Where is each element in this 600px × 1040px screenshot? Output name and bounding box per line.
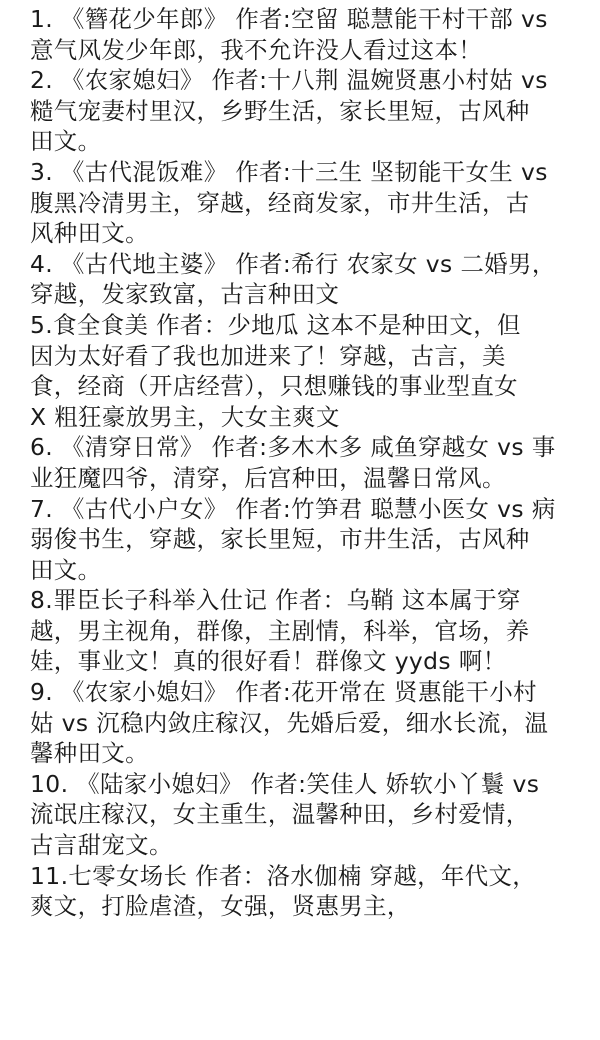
entry-line: X 粗狂豪放男主，大女主爽文 bbox=[30, 402, 340, 431]
book-entry-11 bbox=[30, 861, 586, 922]
entry-line: 5.食全食美 作者：少地瓜 这本不是种田文，但 bbox=[30, 310, 521, 339]
entry-line: 4. 《古代地主婆》 作者:希行 农家女 vs 二婚男， bbox=[30, 249, 556, 278]
entry-line: 意气风发少年郎，我不允许没人看过这本！ bbox=[30, 35, 483, 64]
book-entry-8 bbox=[30, 585, 586, 677]
entry-line: 7. 《古代小户女》 作者:竹笋君 聪慧小医女 vs 病 bbox=[30, 494, 556, 523]
book-entry-5 bbox=[30, 310, 586, 432]
entry-line: 9. 《农家小媳妇》 作者:花开常在 贤惠能干小村 bbox=[30, 678, 537, 707]
entry-line: 腹黑冷清男主，穿越，经商发家，市井生活，古 bbox=[30, 188, 530, 217]
entry-line: 1. 《簪花少年郎》 作者:空留 聪慧能干村干部 vs bbox=[30, 5, 548, 33]
entry-line: 3. 《古代混饭难》 作者:十三生 坚韧能干女生 vs bbox=[30, 157, 548, 186]
entry-line: 11.七零女场长 作者：洛水伽楠 穿越，年代文， bbox=[30, 861, 537, 890]
entry-line: 穿越，发家致富，古言种田文 bbox=[30, 280, 340, 309]
entry-line: 流氓庄稼汉，女主重生，温馨种田，乡村爱情， bbox=[30, 800, 530, 829]
entry-line: 食，经商（开店经营），只想赚钱的事业型直女 bbox=[30, 372, 518, 401]
entry-line: 馨种田文。 bbox=[30, 739, 149, 768]
entry-line: 8.罪臣长子科举入仕记 作者：乌鞘 这本属于穿 bbox=[30, 586, 521, 615]
book-entry-4 bbox=[30, 249, 586, 310]
entry-line: 古言甜宠文。 bbox=[30, 831, 173, 860]
book-entry-3 bbox=[30, 157, 586, 249]
entry-line: 田文。 bbox=[30, 555, 102, 584]
entry-line: 爽文，打脸虐渣，女强，贤惠男主， bbox=[30, 892, 411, 921]
entry-line: 娃，事业文！真的很好看！群像文 yyds 啊！ bbox=[30, 647, 507, 676]
entry-line: 田文。 bbox=[30, 127, 102, 156]
book-entry-7 bbox=[30, 494, 586, 586]
entry-line: 因为太好看了我也加进来了！穿越，古言，美 bbox=[30, 341, 506, 370]
entry-line: 越，男主视角，群像，主剧情，科举，官场，养 bbox=[30, 616, 530, 645]
book-entry-10 bbox=[30, 769, 586, 861]
entry-line: 2. 《农家媳妇》 作者:十八荆 温婉贤惠小村姑 vs bbox=[30, 66, 548, 95]
entry-line: 糙气宠妻村里汉，乡野生活，家长里短，古风种 bbox=[30, 96, 530, 125]
entry-line: 业狂魔四爷，清穿，后宫种田，温馨日常风。 bbox=[30, 463, 506, 492]
book-entry-1 bbox=[30, 4, 586, 65]
book-entry-9 bbox=[30, 677, 586, 769]
entry-line: 弱俊书生，穿越，家长里短，市井生活，古风种 bbox=[30, 525, 530, 554]
entry-line: 姑 vs 沉稳内敛庄稼汉，先婚后爱，细水长流，温 bbox=[30, 708, 549, 737]
entry-line: 6. 《清穿日常》 作者:多木木多 咸鱼穿越女 vs 事 bbox=[30, 433, 556, 462]
book-entry-2 bbox=[30, 65, 586, 157]
entry-line: 风种田文。 bbox=[30, 219, 149, 248]
book-entry-6 bbox=[30, 432, 586, 493]
entry-line: 10. 《陆家小媳妇》 作者:笑佳人 娇软小丫鬟 vs bbox=[30, 769, 540, 798]
